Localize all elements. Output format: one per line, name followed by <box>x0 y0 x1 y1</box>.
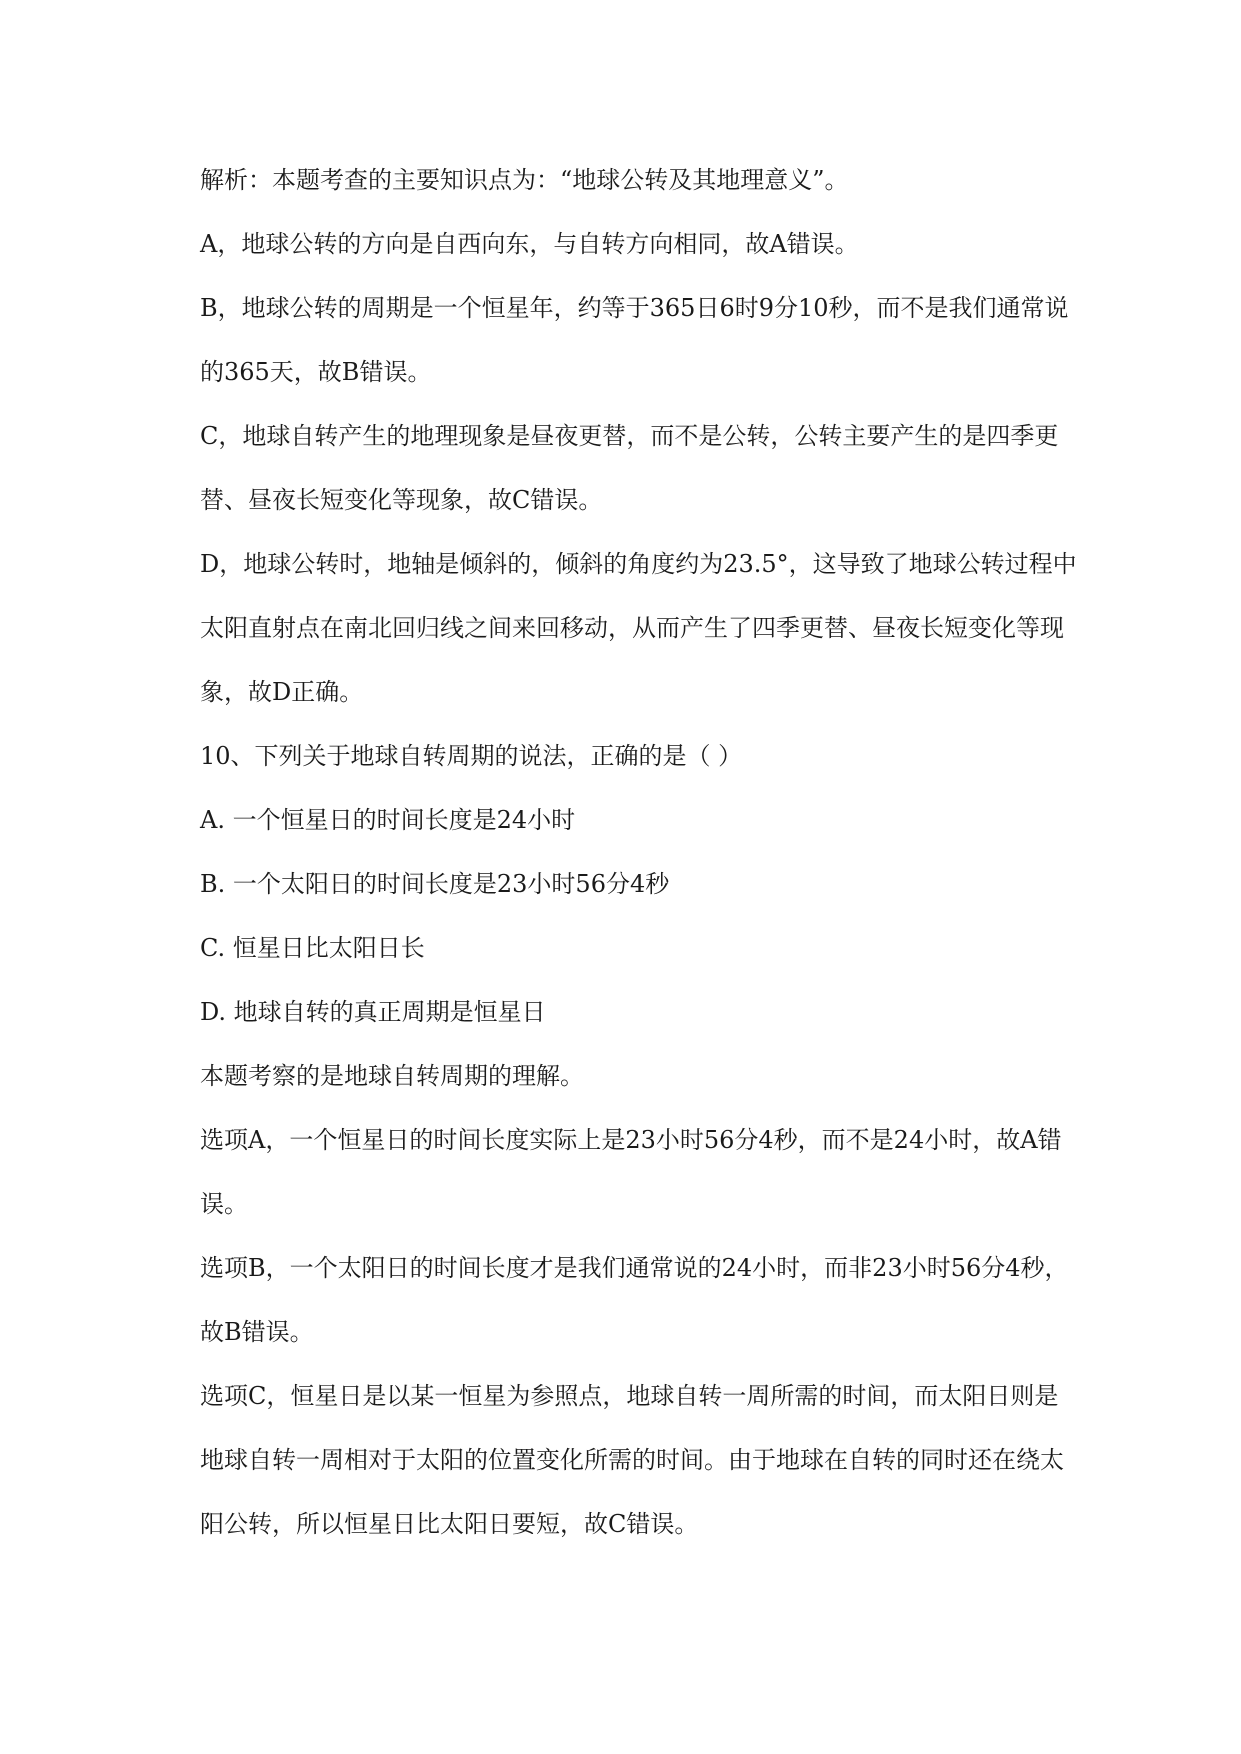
question-10-choice-c: C. 恒星日比太阳日长 <box>200 934 425 962</box>
question-10-analysis-b: 选项B，一个太阳日的时间长度才是我们通常说的24小时，而非23小时56分4秒，故B错误。 <box>200 1254 1069 1346</box>
analysis-option-d: D，地球公转时，地轴是倾斜的，倾斜的角度约为23.5°，这导致了地球公转过程中太阳直射点在南北回归线之间来回移动，从而产生了四季更替、昼夜长短变化等现象，故D正确。 <box>200 550 1077 706</box>
question-10-choice-a: A. 一个恒星日的时间长度是24小时 <box>200 806 576 834</box>
analysis-option-a: A，地球公转的方向是自西向东，与自转方向相同，故A错误。 <box>200 230 859 258</box>
question-10-analysis-c: 选项C，恒星日是以某一恒星为参照点，地球自转一周所需的时间，而太阳日则是地球自转一周相对于太阳的位置变化所需的时间。由于地球在自转的同时还在绕太阳公转，所以恒星日比太阳日要短，故C错误。 <box>200 1382 1064 1538</box>
question-10-stem: 10、下列关于地球自转周期的说法，正确的是（ ） <box>200 742 743 770</box>
question-10-choice-d: D. 地球自转的真正周期是恒星日 <box>200 998 546 1026</box>
analysis-option-c: C，地球自转产生的地理现象是昼夜更替，而不是公转，公转主要产生的是四季更替、昼夜长短变化等现象，故C错误。 <box>200 422 1059 514</box>
question-10-analysis-intro: 本题考察的是地球自转周期的理解。 <box>200 1062 584 1090</box>
question-10-analysis-a: 选项A，一个恒星日的时间长度实际上是23小时56分4秒，而不是24小时，故A错误。 <box>200 1126 1062 1218</box>
question-10-choice-b: B. 一个太阳日的时间长度是23小时56分4秒 <box>200 870 670 898</box>
document-body <box>200 148 1080 1556</box>
analysis-intro: 解析：本题考查的主要知识点为：“地球公转及其地理意义”。 <box>200 166 849 194</box>
analysis-option-b: B，地球公转的周期是一个恒星年，约等于365日6时9分10秒，而不是我们通常说的365天，故B错误。 <box>200 294 1069 386</box>
